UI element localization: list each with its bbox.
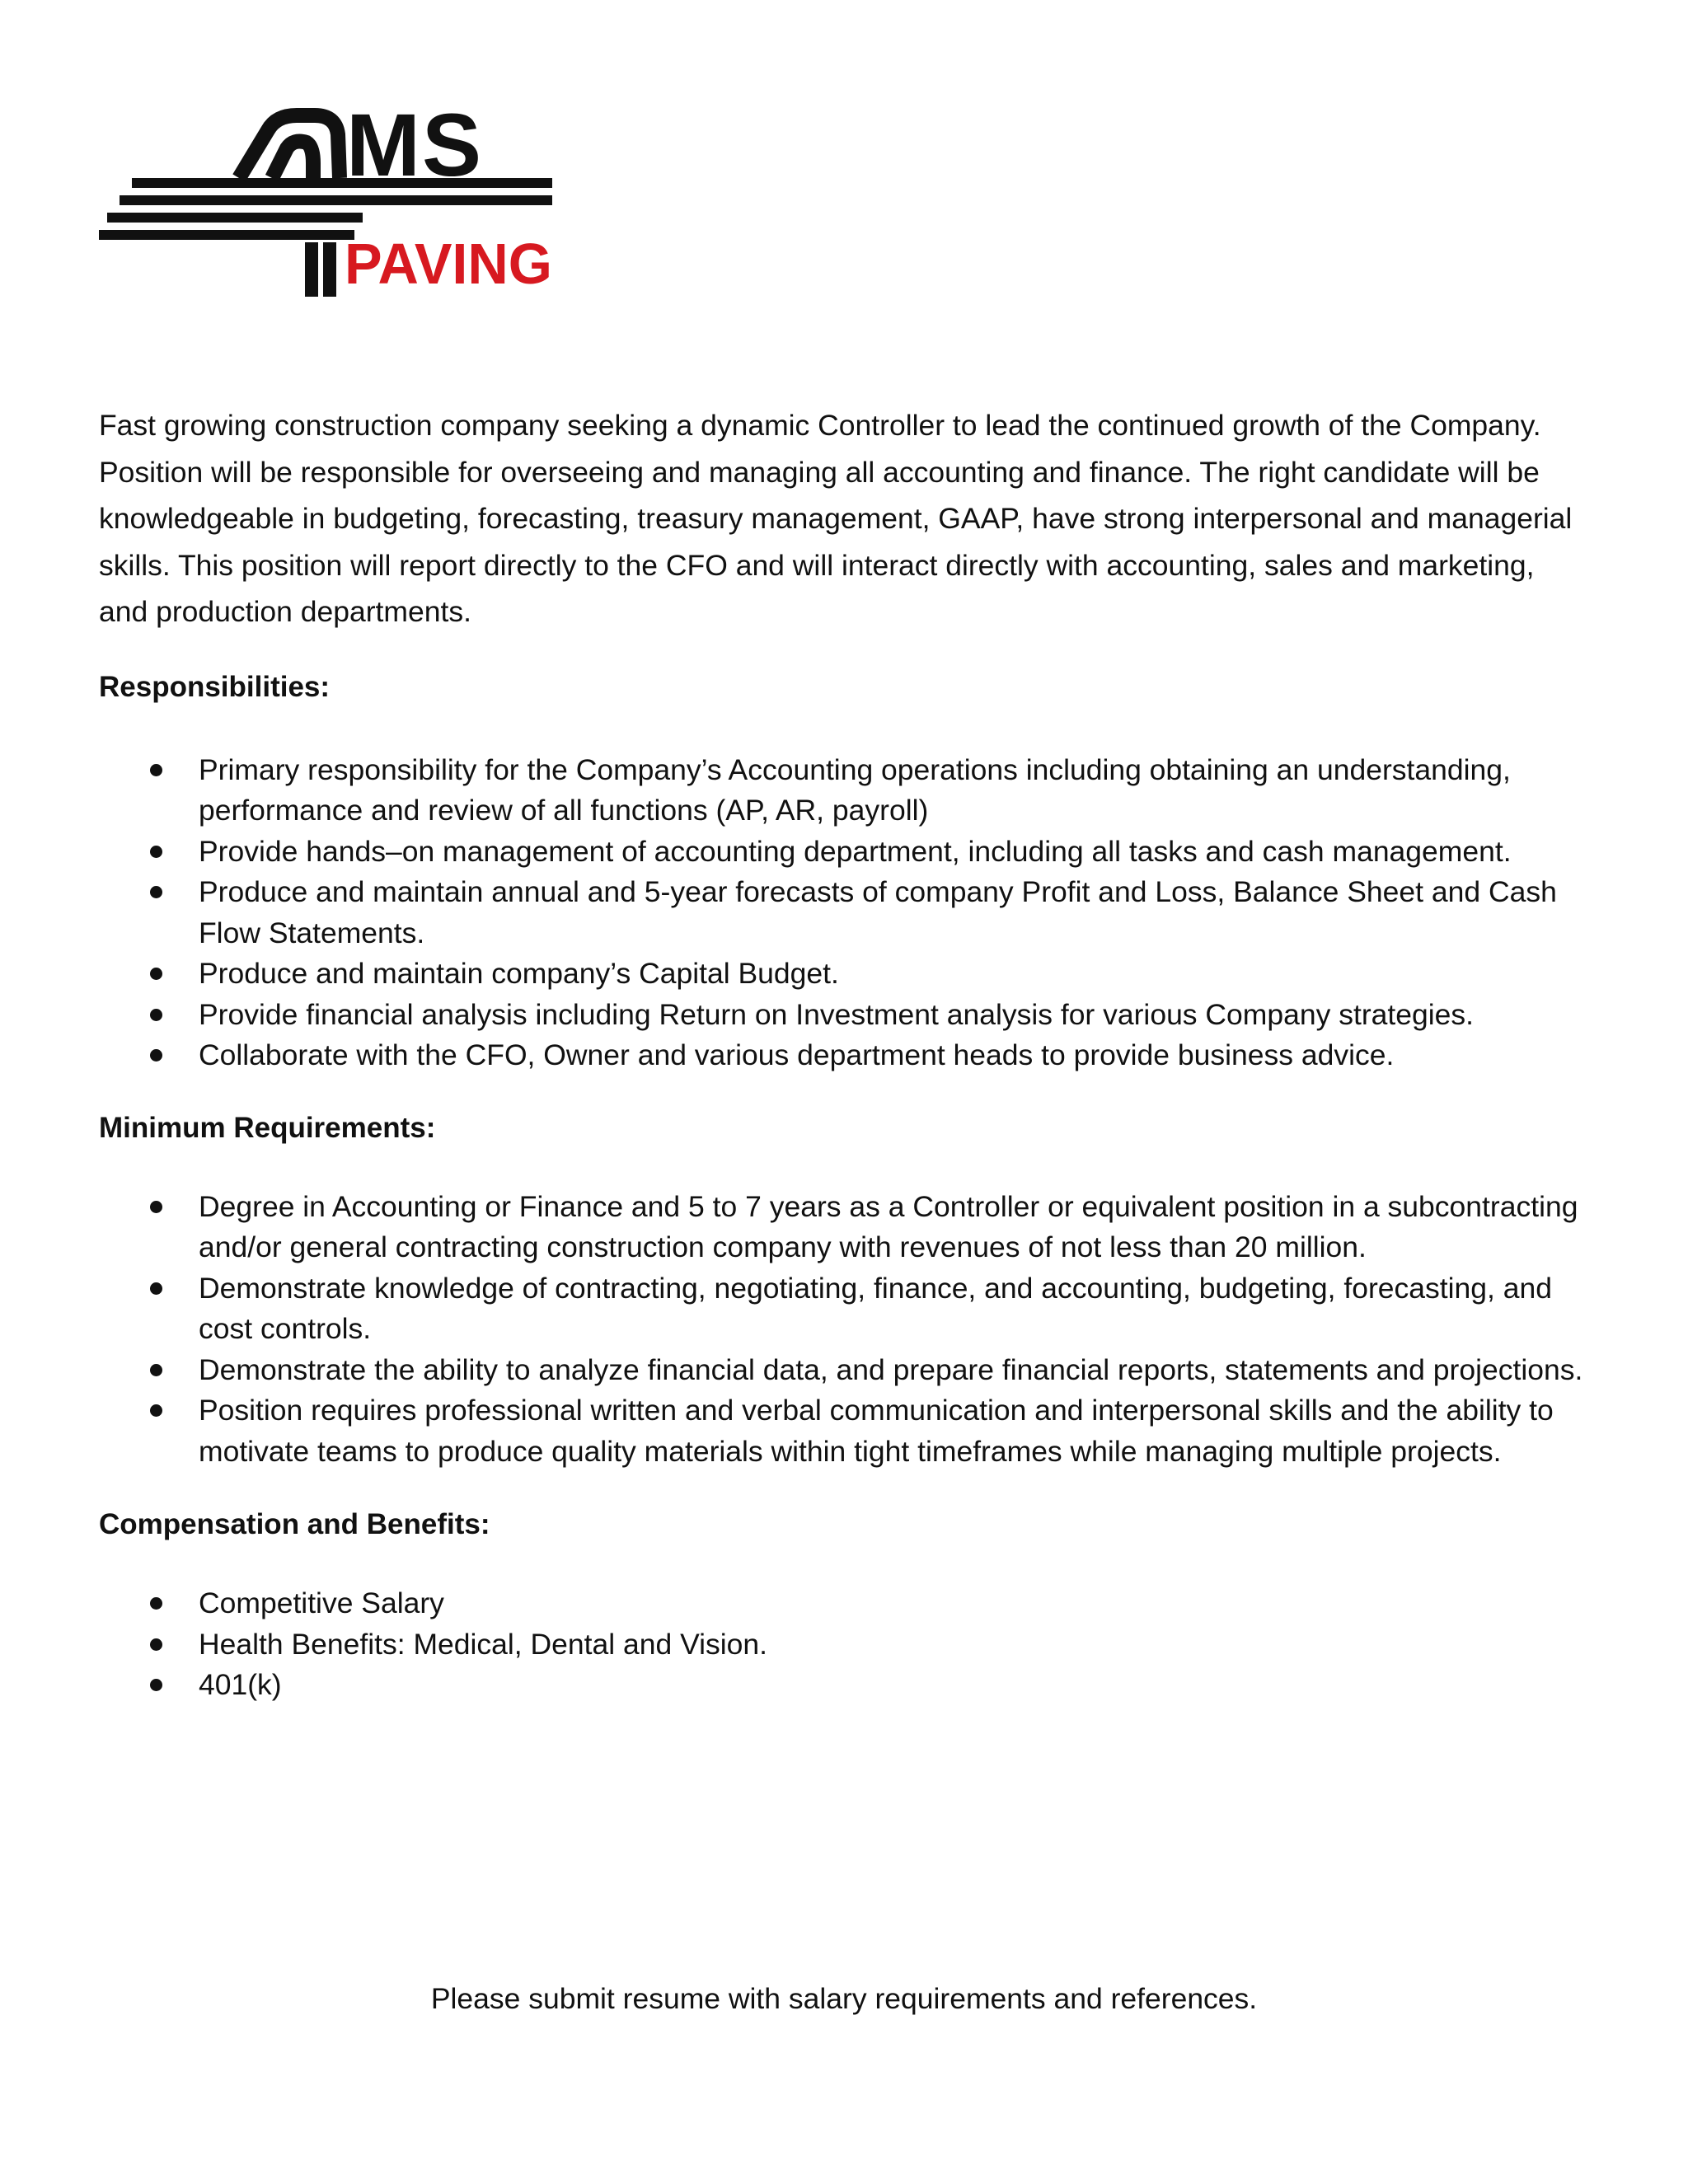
responsibilities-list	[99, 750, 1591, 1076]
bullet-icon	[150, 1597, 162, 1610]
bullet-icon	[150, 1201, 162, 1213]
job-description	[99, 402, 1591, 1706]
list-item: Provide financial analysis including Return on Investment analysis for various Company strategies.	[99, 995, 1591, 1036]
requirements-heading: Minimum Requirements:	[99, 1111, 436, 1144]
list-item: Produce and maintain company’s Capital Budget.	[99, 954, 1591, 995]
list-item: Primary responsibility for the Company’s Accounting operations including obtaining an understanding, performance and review of all functions (AP, AR, payroll)	[99, 750, 1591, 832]
bullet-icon	[150, 1049, 162, 1062]
list-item: Degree in Accounting or Finance and 5 to 7 years as a Controller or equivalent position in a subcontracting and/or general contracting construction company with revenues of not less than 20 million.	[99, 1187, 1591, 1268]
bullet-icon	[150, 846, 162, 858]
bullet-icon	[150, 1679, 162, 1691]
bullet-icon	[150, 1009, 162, 1021]
compensation-heading: Compensation and Benefits:	[99, 1508, 490, 1540]
list-item: Demonstrate knowledge of contracting, negotiating, finance, and accounting, budgeting, forecasting, and cost controls.	[99, 1268, 1591, 1350]
bullet-icon	[150, 1404, 162, 1417]
list-item: Demonstrate the ability to analyze financial data, and prepare financial reports, statements and projections.	[99, 1350, 1591, 1391]
list-item: Produce and maintain annual and 5-year forecasts of company Profit and Loss, Balance Sheet and Cash Flow Statements.	[99, 872, 1591, 954]
bullet-icon	[150, 886, 162, 898]
list-item: Competitive Salary	[99, 1583, 1591, 1624]
compensation-list	[99, 1583, 1591, 1706]
list-item: Health Benefits: Medical, Dental and Vision.	[99, 1624, 1591, 1666]
requirements-list	[99, 1187, 1591, 1473]
responsibilities-heading: Responsibilities:	[99, 670, 331, 703]
list-item: 401(k)	[99, 1665, 1591, 1706]
list-item: Position requires professional written and verbal communication and interpersonal skills and the ability to motivate teams to produce quality materials within tight timeframes while managing multiple projects.	[99, 1390, 1591, 1472]
logo-stripes	[99, 178, 552, 240]
bullet-icon	[150, 1282, 162, 1295]
bullet-icon	[150, 1638, 162, 1651]
list-item: Collaborate with the CFO, Owner and various department heads to provide business advice.	[99, 1035, 1591, 1076]
bullet-icon	[150, 1364, 162, 1376]
intro-paragraph: Fast growing construction company seeking a dynamic Controller to lead the continued growth of the Company. Position will be responsible for overseeing and managing all accounting and finance. The right candidate will be knowledgeable in budgeting, forecasting, treasury management, GAAP, have strong interpersonal and managerial skills. This position will report directly to the CFO and will interact directly with accounting, sales and marketing, and production departments.	[99, 409, 1573, 628]
logo-paving-text: PAVING	[345, 232, 552, 296]
logo-arch	[239, 115, 340, 178]
closing-note: Please submit resume with salary requirements and references.	[430, 1982, 1258, 2015]
list-item: Provide hands–on management of accounting department, including all tasks and cash management.	[99, 832, 1591, 873]
ams-paving-logo	[99, 97, 573, 303]
logo-posts	[305, 242, 336, 297]
bullet-icon	[150, 764, 162, 776]
bullet-icon	[150, 968, 162, 980]
logo-ms-text: MS	[346, 97, 483, 194]
